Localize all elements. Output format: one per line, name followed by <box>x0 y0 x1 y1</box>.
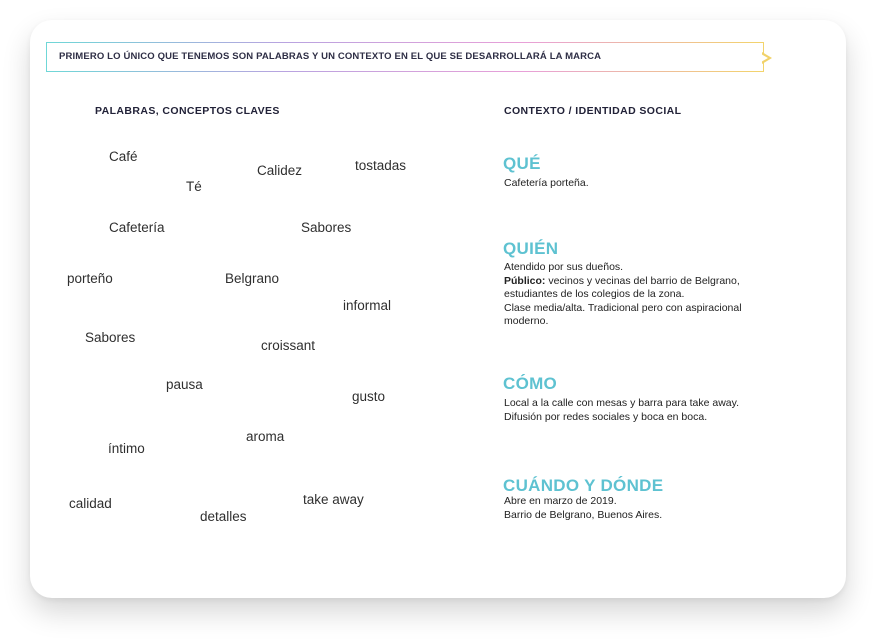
keyword-aroma: aroma <box>246 429 285 444</box>
keyword-detalles: detalles <box>200 509 247 524</box>
quien-line-3: estudiantes de los colegios de la zona. <box>504 288 685 301</box>
keyword-sabores-2: Sabores <box>85 330 136 345</box>
que-title: QUÉ <box>503 154 541 173</box>
que-text <box>504 177 804 191</box>
keyword-te: Té <box>186 179 202 194</box>
keyword-pausa: pausa <box>166 377 203 392</box>
intro-banner-text: PRIMERO LO ÚNICO QUE TENEMOS SON PALABRAS Y UN CONTEXTO EN EL QUE SE DESARROLLARÁ LA MARCA <box>59 51 602 62</box>
cuando-line-1: Abre en marzo de 2019. <box>504 495 617 507</box>
keyword-belgrano: Belgrano <box>225 271 280 286</box>
publico-text: vecinos y vecinas del barrio de Belgrano, <box>545 274 740 287</box>
keyword-porteno: porteño <box>67 271 113 286</box>
como-title: CÓMO <box>503 374 558 393</box>
keyword-cafe: Café <box>109 149 138 164</box>
como-text <box>504 397 804 424</box>
banner-tail-shape <box>762 52 772 64</box>
quien-line-publico <box>504 275 804 289</box>
keyword-croissant: croissant <box>261 338 316 353</box>
keyword-take-away: take away <box>303 492 364 507</box>
keyword-tostadas: tostadas <box>355 158 407 173</box>
quien-line-5: moderno. <box>504 315 549 328</box>
context-heading: CONTEXTO / IDENTIDAD SOCIAL <box>504 105 682 117</box>
keyword-calidez: Calidez <box>257 163 303 178</box>
keywords-heading: PALABRAS, CONCEPTOS CLAVES <box>95 105 280 117</box>
quien-title: QUIÉN <box>503 239 559 258</box>
keyword-calidad: calidad <box>69 496 112 511</box>
quien-line-1: Atendido por sus dueños. <box>504 261 624 273</box>
cuando-donde-text <box>504 495 804 522</box>
keyword-gusto: gusto <box>352 389 386 404</box>
keyword-cafeteria: Cafetería <box>109 220 165 235</box>
cuando-donde-title: CUÁNDO Y DÓNDE <box>503 476 664 495</box>
keyword-intimo: íntimo <box>108 441 145 456</box>
quien-line-4: Clase media/alta. Tradicional pero con aspiracional <box>504 301 742 314</box>
cuando-line-2: Barrio de Belgrano, Buenos Aires. <box>504 508 663 521</box>
que-line-1: Cafetería porteña. <box>504 177 589 189</box>
keyword-informal: informal <box>343 298 392 313</box>
publico-label: Público: <box>504 274 546 287</box>
quien-text <box>504 261 804 329</box>
keyword-sabores: Sabores <box>301 220 352 235</box>
como-line-1: Local a la calle con mesas y barra para take away. <box>504 397 740 409</box>
como-line-2: Difusión por redes sociales y boca en boca. <box>504 410 708 423</box>
